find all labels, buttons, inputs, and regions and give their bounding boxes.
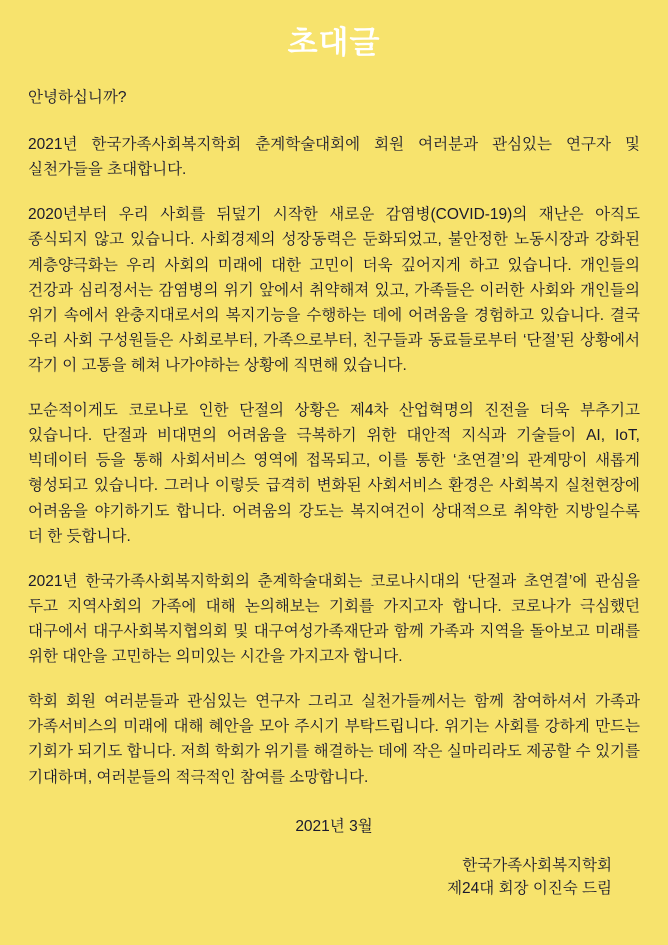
signature-block <box>28 854 640 901</box>
body-paragraph-2: 2020년부터 우리 사회를 뒤덮기 시작한 새로운 감염병(COVID-19)의 재난은 아직도 종식되지 않고 있습니다. 사회경제의 성장동력은 둔화되었고, 불안정한 노동시장과 강화된 계층양극화는 우리 사회의 미래에 대한 고민이 더욱 깊어지게 하고 있습니다. 개인들의 건강과 심리정서는 감염병의 위기 앞에서 취약해져 있고, 가족들은 이러한 사회와 개인들의 위기 속에서 완충지대로서의 복지기능을 수행하는 데에 어려움을 경험하고 있습니다. 결국 우리 사회 구성원들은 사회로부터, 가족으로부터, 친구들과 동료들로부터 ‘단절’된 상황에서 각기 이 고통을 헤쳐 나가야하는 상황에 직면해 있습니다. <box>28 206 640 374</box>
body-paragraph-4: 2021년 한국가족사회복지학회의 춘계학술대회는 코로나시대의 ‘단절과 초연결’에 관심을 두고 지역사회의 가족에 대해 논의해보는 기회를 가지고자 합니다. 코로나가 극심했던 대구에서 대구사회복지협의회 및 대구여성가족재단과 함께 가족과 지역을 돌아보고 미래를 위한 대안을 고민하는 의미있는 시간을 가지고자 합니다. <box>28 572 640 666</box>
date-line: 2021년 3월 <box>295 817 373 835</box>
signature-person: 제24대 회장 이진숙 드림 <box>447 879 612 897</box>
greeting-text: 안녕하십니까? <box>28 89 127 107</box>
body-paragraph-3: 모순적이게도 코로나로 인한 단절의 상황은 제4차 산업혁명의 진전을 더욱 부추기고 있습니다. 단절과 비대면의 어려움을 극복하기 위한 대안적 지식과 기술들이 AI, IoT, 빅데이터 등을 통해 사회서비스 영역에 접목되고, 이를 통한 ‘초연결’의 관계망이 새롭게 형성되고 있습니다. 그러나 이렇듯 급격히 변화된 사회서비스 환경은 사회복지 실천현장에 어려움을 야기하기도 합니다. 어려움의 강도는 복지여건이 상대적으로 취약한 지방일수록 더 한 듯합니다. <box>28 402 640 545</box>
signature-organization: 한국가족사회복지학회 <box>462 856 612 874</box>
page-title: 초대글 <box>287 25 381 60</box>
body-paragraph-1: 2021년 한국가족사회복지학회 춘계학술대회에 회원 여러분과 관심있는 연구자 및 실천가들을 초대합니다. <box>28 136 640 179</box>
body-paragraph-5: 학회 회원 여러분들과 관심있는 연구자 그리고 실천가들께서는 함께 참여하셔서 가족과 가족서비스의 미래에 대해 혜안을 모아 주시기 부탁드립니다. 위기는 사회를 강하게 만드는 기회가 되기도 합니다. 저희 학회가 위기를 해결하는 데에 작은 실마리라도 제공할 수 있기를 기대하며, 여러분들의 적극적인 참여를 소망합니다. <box>28 693 640 786</box>
